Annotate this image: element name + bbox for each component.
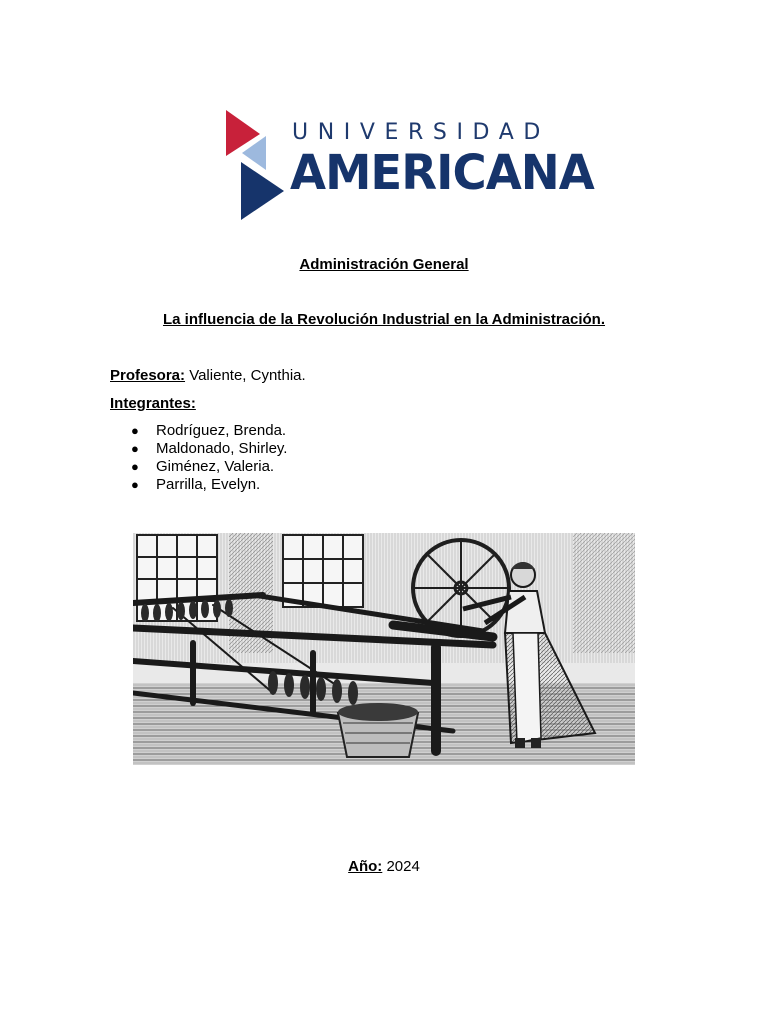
professor-line [110, 367, 306, 384]
member-name: Maldonado, Shirley. [156, 440, 288, 457]
year-value: 2024 [386, 858, 420, 875]
year-label: Año: [348, 858, 383, 875]
bullet-icon: ● [131, 459, 139, 474]
member-name: Giménez, Valeria. [156, 458, 275, 475]
subject-text: Administración General [299, 256, 469, 273]
list-item [110, 458, 287, 476]
year-line [0, 858, 768, 875]
logo-text-universidad: UNIVERSIDAD [292, 120, 550, 145]
window-center [283, 535, 363, 607]
bullet-icon: ● [131, 477, 139, 492]
spinning-jenny-illustration [133, 533, 635, 765]
list-item [110, 422, 287, 440]
subject-heading [0, 256, 768, 273]
university-logo [226, 108, 594, 223]
logo-navy-triangle [241, 162, 284, 220]
list-item [110, 476, 287, 494]
logo-triangles-icon [226, 108, 296, 223]
basket [338, 703, 418, 757]
members-list [110, 422, 287, 494]
member-name: Rodríguez, Brenda. [156, 422, 287, 439]
document-title [0, 311, 768, 328]
title-text: La influencia de la Revolución Industrial en la Administración. [162, 311, 606, 328]
member-name: Parrilla, Evelyn. [156, 476, 261, 493]
bullet-icon: ● [131, 441, 139, 456]
professor-name: Valiente, Cynthia. [189, 367, 306, 384]
members-label: Integrantes: [110, 395, 196, 412]
members-heading [110, 395, 196, 412]
list-item [110, 440, 287, 458]
bullet-icon: ● [131, 423, 139, 438]
professor-label: Profesora: [110, 367, 186, 384]
logo-text-americana: AMERICANA [290, 145, 594, 201]
